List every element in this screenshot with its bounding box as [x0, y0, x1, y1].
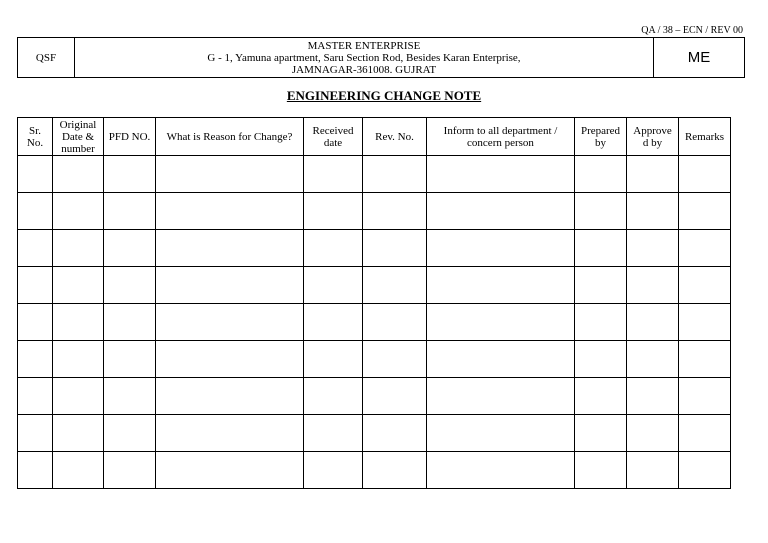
table-cell [627, 304, 679, 341]
document-code: QA / 38 – ECN / REV 00 [641, 25, 743, 36]
column-header-line: Prepared [580, 124, 621, 137]
table-cell [575, 452, 627, 489]
table-row [18, 378, 731, 415]
table-cell [363, 156, 427, 193]
column-header [627, 118, 679, 156]
table-cell [304, 304, 363, 341]
company-address-line2: JAMNAGAR-361008. GUJRAT [291, 63, 437, 76]
table-row [18, 415, 731, 452]
table-cell [679, 415, 731, 452]
table-cell [679, 452, 731, 489]
table-cell [627, 415, 679, 452]
table-cell [18, 341, 53, 378]
column-header-line: number [61, 142, 95, 155]
column-header-line: Inform to all department / [443, 124, 558, 137]
table-cell [679, 230, 731, 267]
table-header-row [18, 118, 731, 156]
table-cell [627, 156, 679, 193]
table-cell [575, 156, 627, 193]
column-header [304, 118, 363, 156]
table-cell [104, 378, 156, 415]
table-cell [104, 341, 156, 378]
table-cell [18, 193, 53, 230]
table-cell [363, 267, 427, 304]
table-cell [575, 415, 627, 452]
table-row [18, 452, 731, 489]
table-cell [575, 378, 627, 415]
column-header-line: No. [26, 136, 44, 149]
column-header [53, 118, 104, 156]
table-cell [627, 378, 679, 415]
table-cell [156, 304, 304, 341]
table-cell [679, 378, 731, 415]
change-note-table [17, 117, 731, 489]
table-cell [363, 304, 427, 341]
table-cell [627, 267, 679, 304]
table-cell [575, 267, 627, 304]
table-cell [427, 304, 575, 341]
table-cell [104, 267, 156, 304]
table-cell [156, 230, 304, 267]
table-cell [363, 452, 427, 489]
table-cell [104, 415, 156, 452]
qsf-label: QSF [18, 38, 75, 78]
table-cell [156, 452, 304, 489]
table-row [18, 341, 731, 378]
column-header-line: Approve [633, 124, 672, 137]
table-cell [53, 230, 104, 267]
table-body [18, 156, 731, 489]
table-cell [18, 452, 53, 489]
table-cell [53, 304, 104, 341]
table-cell [53, 341, 104, 378]
table-cell [427, 452, 575, 489]
table-cell [679, 193, 731, 230]
table-cell [679, 341, 731, 378]
table-cell [304, 415, 363, 452]
letterhead [17, 37, 745, 78]
me-label: ME [654, 38, 745, 78]
table-cell [427, 193, 575, 230]
form-title: ENGINEERING CHANGE NOTE [286, 88, 482, 103]
table-cell [363, 341, 427, 378]
table-row [18, 156, 731, 193]
company-address-line1: G - 1, Yamuna apartment, Saru Section Rod, Besides Karan Enterprise, [207, 51, 521, 64]
column-header [679, 118, 731, 156]
column-header-line: Original [59, 118, 97, 131]
table-cell [304, 341, 363, 378]
table-cell [575, 193, 627, 230]
table-cell [53, 452, 104, 489]
table-row [18, 193, 731, 230]
table-cell [104, 230, 156, 267]
table-cell [104, 452, 156, 489]
column-header-line: Remarks [684, 130, 725, 143]
table-cell [304, 452, 363, 489]
table-cell [53, 156, 104, 193]
table-cell [363, 378, 427, 415]
table-cell [427, 230, 575, 267]
column-header [575, 118, 627, 156]
table-cell [363, 415, 427, 452]
table-cell [18, 267, 53, 304]
table-cell [679, 304, 731, 341]
table-cell [156, 193, 304, 230]
table-cell [104, 193, 156, 230]
column-header [427, 118, 575, 156]
table-cell [427, 267, 575, 304]
column-header-line: d by [642, 136, 663, 149]
column-header [156, 118, 304, 156]
table-row [18, 304, 731, 341]
column-header-line: Received [312, 124, 354, 137]
column-header-line: concern person [467, 136, 534, 149]
table-cell [575, 304, 627, 341]
table-cell [627, 452, 679, 489]
table-cell [427, 341, 575, 378]
table-cell [18, 304, 53, 341]
column-header [363, 118, 427, 156]
table-cell [304, 156, 363, 193]
table-cell [304, 193, 363, 230]
table-cell [18, 415, 53, 452]
column-header [104, 118, 156, 156]
table-cell [104, 156, 156, 193]
table-cell [18, 156, 53, 193]
table-cell [53, 378, 104, 415]
column-header-line: What is Reason for Change? [166, 130, 293, 143]
table-cell [53, 193, 104, 230]
table-cell [427, 156, 575, 193]
table-cell [156, 378, 304, 415]
table-cell [156, 415, 304, 452]
table-cell [304, 378, 363, 415]
table-cell [575, 230, 627, 267]
table-cell [156, 267, 304, 304]
table-cell [363, 193, 427, 230]
table-cell [18, 230, 53, 267]
table-cell [53, 415, 104, 452]
table-cell [363, 230, 427, 267]
table-cell [627, 341, 679, 378]
table-row [18, 267, 731, 304]
table-cell [53, 267, 104, 304]
table-cell [18, 378, 53, 415]
column-header-line: PFD NO. [108, 130, 151, 143]
column-header-line: Date & [61, 130, 95, 143]
column-header-line: by [595, 136, 606, 149]
table-cell [304, 230, 363, 267]
table-cell [679, 267, 731, 304]
table-row [18, 230, 731, 267]
table-cell [427, 415, 575, 452]
column-header-line: Sr. [29, 124, 41, 137]
table-cell [427, 378, 575, 415]
table-cell [156, 156, 304, 193]
company-name: MASTER ENTERPRISE [307, 39, 421, 52]
table-cell [575, 341, 627, 378]
column-header [18, 118, 53, 156]
table-cell [627, 230, 679, 267]
table-cell [679, 156, 731, 193]
table-cell [156, 341, 304, 378]
column-header-line: date [323, 136, 343, 149]
table-cell [304, 267, 363, 304]
table-cell [104, 304, 156, 341]
table-cell [627, 193, 679, 230]
column-header-line: Rev. No. [375, 130, 414, 143]
company-block [75, 38, 654, 78]
